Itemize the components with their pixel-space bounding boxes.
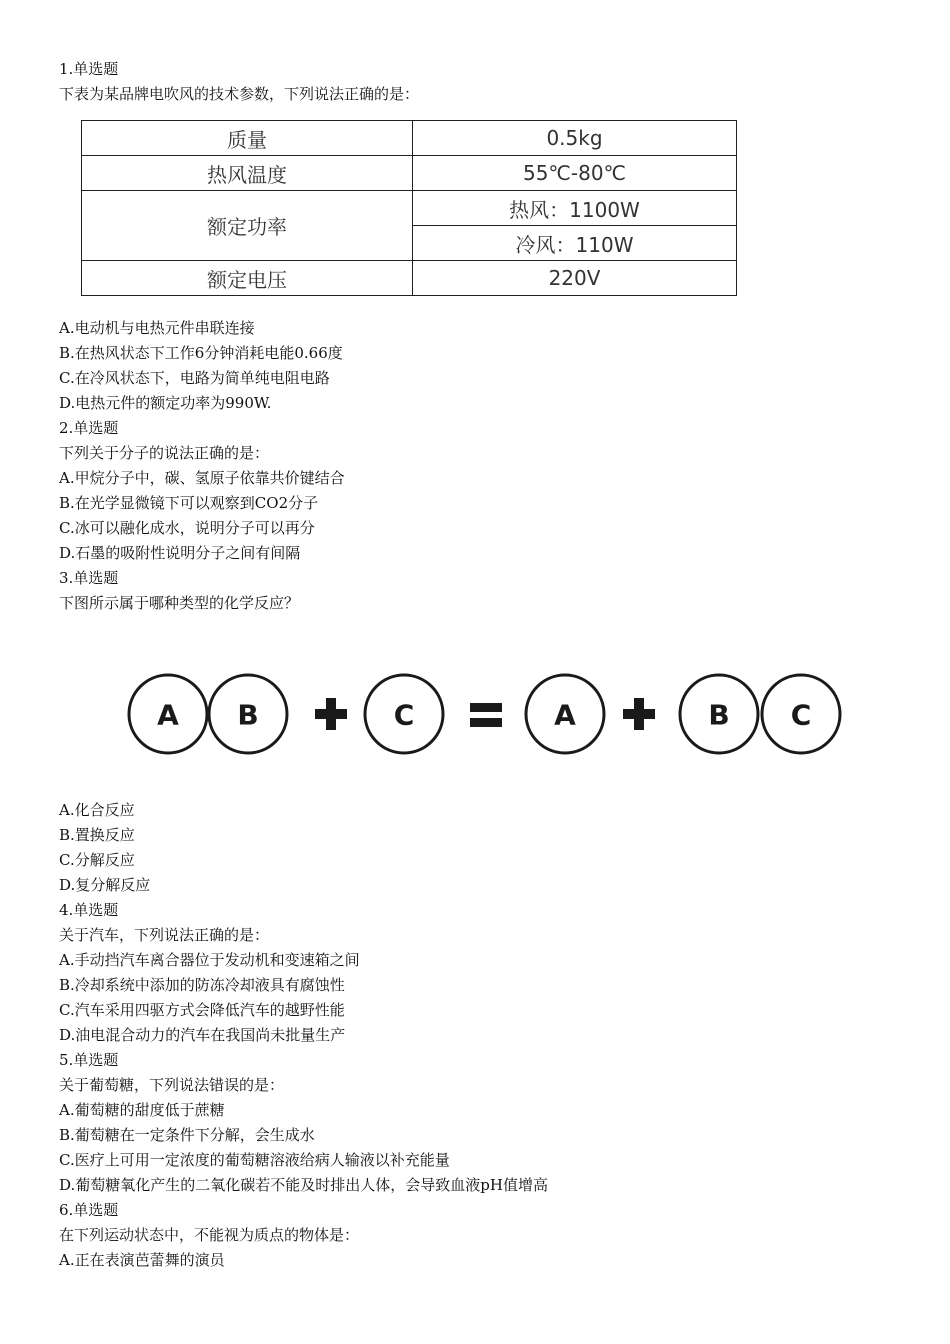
q5-option-b: B.葡萄糖在一定条件下分解，会生成水 bbox=[59, 1126, 315, 1144]
q1-option-d: D.电热元件的额定功率为990W. bbox=[59, 394, 272, 412]
q4-option-b: B.冷却系统中添加的防冻冷却液具有腐蚀性 bbox=[59, 976, 345, 994]
voltage-value: 220V bbox=[413, 261, 737, 296]
q1-option-a: A.电动机与电热元件串联连接 bbox=[59, 319, 255, 337]
q6-header: 6.单选题 bbox=[59, 1201, 119, 1219]
q6-option-a: A.正在表演芭蕾舞的演员 bbox=[59, 1251, 225, 1269]
temp-label: 热风温度 bbox=[82, 156, 413, 191]
atom-label-c-left: C bbox=[393, 698, 415, 732]
q1-option-c: C.在冷风状态下，电路为简单纯电阻电路 bbox=[59, 369, 330, 387]
q1-option-b: B.在热风状态下工作6分钟消耗电能0.66度 bbox=[59, 344, 343, 362]
q2-option-d: D.石墨的吸附性说明分子之间有间隔 bbox=[59, 544, 301, 562]
plus-sign-right bbox=[623, 698, 655, 730]
mass-label: 质量 bbox=[82, 121, 413, 156]
q3-option-a: A.化合反应 bbox=[59, 801, 135, 819]
q6-stem: 在下列运动状态中，不能视为质点的物体是： bbox=[59, 1226, 360, 1244]
q3-stem: 下图所示属于哪种类型的化学反应？ bbox=[59, 594, 300, 612]
q5-option-d: D.葡萄糖氧化产生的二氧化碳若不能及时排出人体，会导致血液pH值增高 bbox=[59, 1176, 548, 1194]
q4-header: 4.单选题 bbox=[59, 901, 119, 919]
atom-label-b-left: B bbox=[237, 698, 259, 732]
q3-header: 3.单选题 bbox=[59, 569, 119, 587]
q5-header: 5.单选题 bbox=[59, 1051, 119, 1069]
equals-sign bbox=[470, 703, 502, 727]
atom-label-c-right: C bbox=[790, 698, 812, 732]
q1-stem: 下表为某品牌电吹风的技术参数，下列说法正确的是： bbox=[59, 85, 420, 103]
q3-option-d: D.复分解反应 bbox=[59, 876, 151, 894]
spec-table bbox=[81, 120, 737, 296]
q2-option-b: B.在光学显微镜下可以观察到CO2分子 bbox=[59, 494, 319, 512]
plus-sign-left bbox=[315, 698, 347, 730]
power-cold-value: 冷风：110W bbox=[413, 226, 737, 261]
q5-option-c: C.医疗上可用一定浓度的葡萄糖溶液给病人输液以补充能量 bbox=[59, 1151, 450, 1169]
reaction-diagram bbox=[120, 665, 850, 765]
q5-stem: 关于葡萄糖，下列说法错误的是： bbox=[59, 1076, 285, 1094]
q4-stem: 关于汽车，下列说法正确的是： bbox=[59, 926, 270, 944]
q3-option-b: B.置换反应 bbox=[59, 826, 135, 844]
power-hot-value: 热风：1100W bbox=[413, 191, 737, 226]
q2-stem: 下列关于分子的说法正确的是： bbox=[59, 444, 270, 462]
q5-option-a: A.葡萄糖的甜度低于蔗糖 bbox=[59, 1101, 225, 1119]
voltage-label: 额定电压 bbox=[82, 261, 413, 296]
power-label: 额定功率 bbox=[82, 191, 413, 261]
atom-label-a-right: A bbox=[554, 698, 576, 732]
q4-option-c: C.汽车采用四驱方式会降低汽车的越野性能 bbox=[59, 1001, 345, 1019]
q2-option-a: A.甲烷分子中，碳、氢原子依靠共价键结合 bbox=[59, 469, 345, 487]
atom-label-a-left: A bbox=[157, 698, 179, 732]
q2-option-c: C.冰可以融化成水，说明分子可以再分 bbox=[59, 519, 315, 537]
q1-header: 1.单选题 bbox=[59, 60, 119, 78]
q3-option-c: C.分解反应 bbox=[59, 851, 135, 869]
q4-option-a: A.手动挡汽车离合器位于发动机和变速箱之间 bbox=[59, 951, 360, 969]
q4-option-d: D.油电混合动力的汽车在我国尚未批量生产 bbox=[59, 1026, 346, 1044]
q2-header: 2.单选题 bbox=[59, 419, 119, 437]
atom-label-b-right: B bbox=[708, 698, 730, 732]
temp-value: 55℃-80℃ bbox=[413, 156, 737, 191]
mass-value: 0.5kg bbox=[413, 121, 737, 156]
